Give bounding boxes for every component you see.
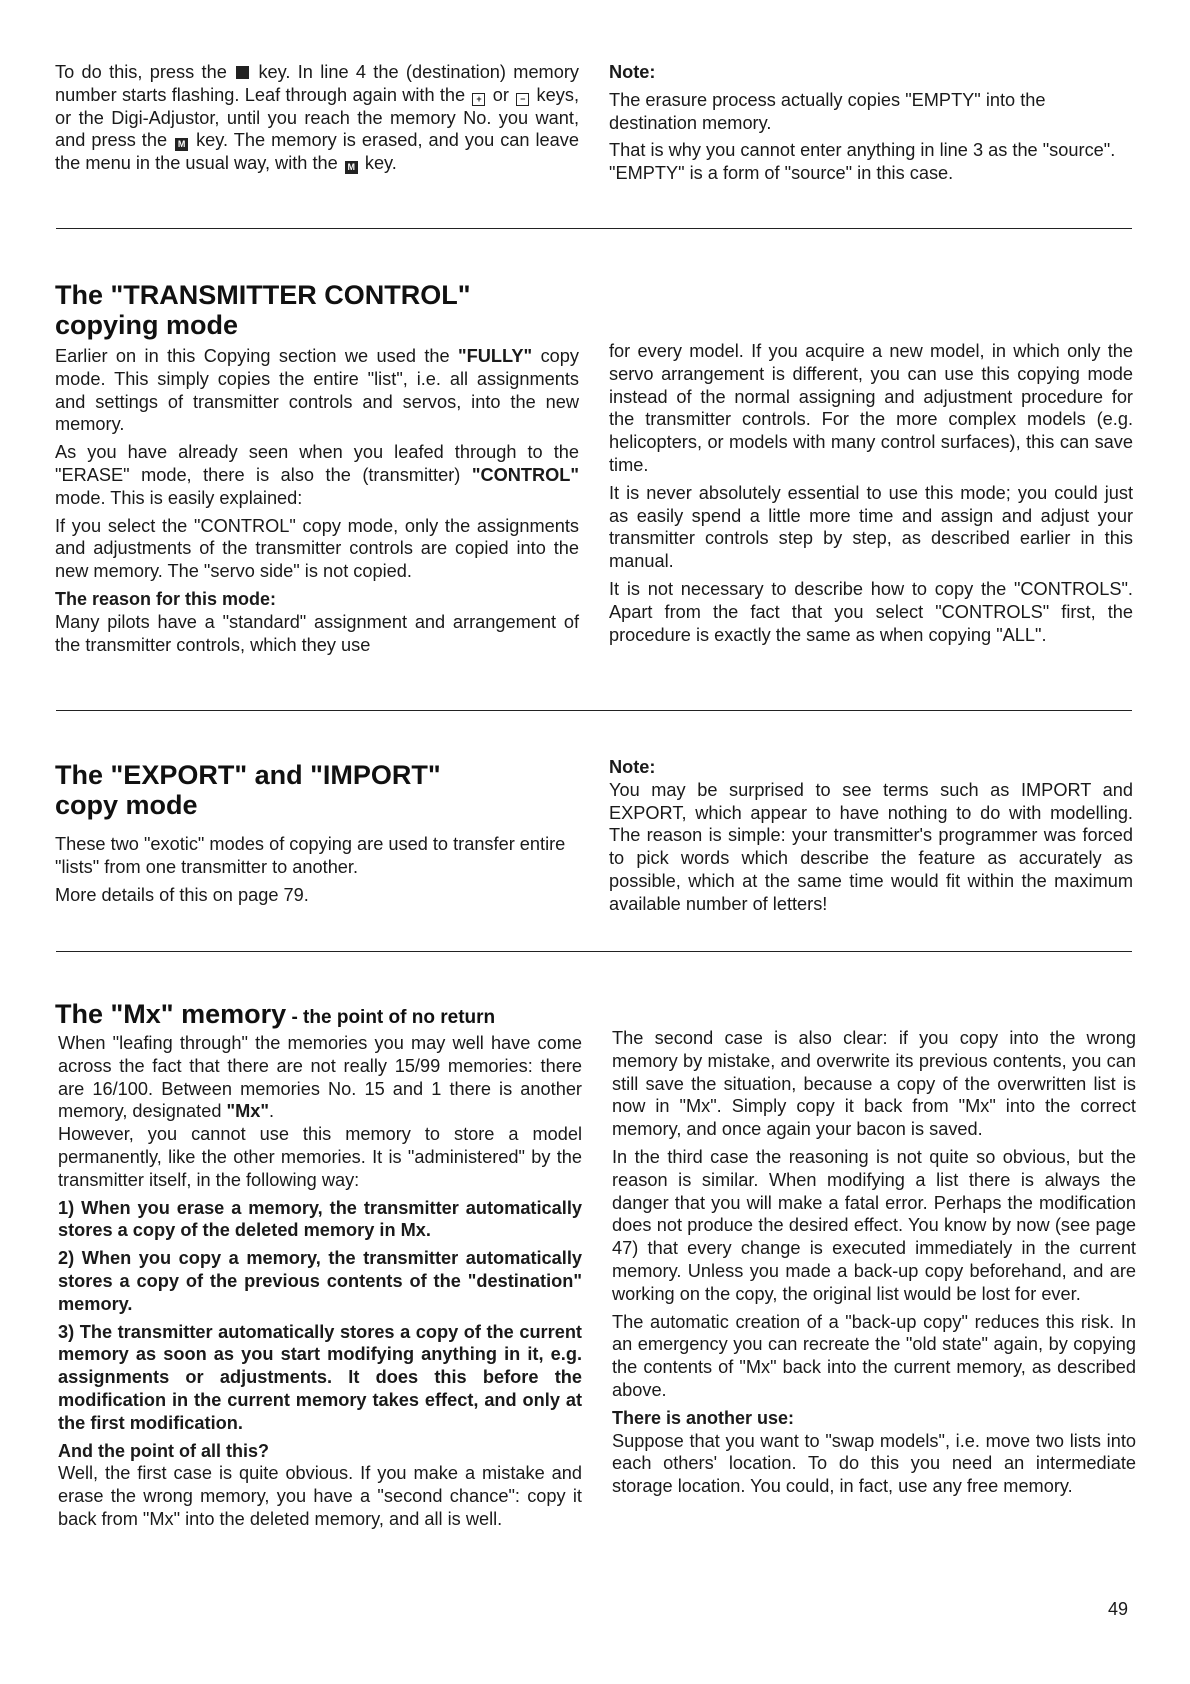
top-right-column	[609, 61, 1133, 190]
body-paragraph: More details of this on page 79.	[55, 884, 309, 905]
body-paragraph: If you select the "CONTROL" copy mode, only the assignments and adjustments of the transmitter controls are copied into the new memory. The "servo side" is not copied.	[55, 515, 579, 582]
export-heading	[55, 760, 615, 820]
control-right-column	[609, 340, 1133, 651]
body-paragraph: The automatic creation of a "back-up copy" reduces this risk. In an emergency you can recreate the "old state" again, by copying the contents of "Mx" back into the current memory, as described above.	[612, 1311, 1136, 1400]
export-left-column	[55, 833, 579, 911]
body-paragraph: It is never absolutely essential to use this mode; you could just as easily spend a little more time and assign and adjust your transmitter controls step by step, as described earlier in this manual.	[609, 482, 1133, 572]
note-paragraph: You may be surprised to see terms such as IMPORT and EXPORT, which appear to have nothing to do with modelling. The reason is simple: your transmitter's programmer was forced to pick words which describe the feature as accurately as possible, which at the same time would fit within the maximum available number of letters!	[609, 779, 1133, 914]
erase-instructions: To do this, press the key. In line 4 the (destination) memory number starts flashing. Leaf through again with the + or − keys, or the Digi-Adjustor, until you reach the memory No. you want, and press the M key. The memory is erased, and you can leave the menu in the usual way, with the M key.	[55, 62, 579, 174]
body-paragraph: When "leafing through" the memories you may well have come across the fact that there are not really 15/99 memories: there are 16/100. Between memories No. 15 and 1 there is another memory, designated "Mx".	[58, 1033, 582, 1122]
control-left-column	[55, 345, 579, 661]
m-key-icon: M	[175, 138, 188, 151]
body-paragraph: The second case is also clear: if you copy into the wrong memory by mistake, and overwrite its previous contents, you can still save the situation, because a copy of the overwritten list is now in "Mx". Simply copy it back from "Mx" into the correct memory, and once again your bacon is saved.	[612, 1028, 1136, 1140]
mx-left-column	[58, 1032, 582, 1536]
body-paragraph: In the third case the reasoning is not quite so obvious, but the reason is similar. When modifying a list there is always the danger that you will make a fatal error. Perhaps the modification does not produce the desired effect. You know by now (see page 47) that every change is executed immediately in the current memory. Unless you made a back-up copy beforehand, and are working on the copy, the original list would be lost for ever.	[612, 1146, 1136, 1304]
mx-heading	[55, 999, 655, 1033]
body-paragraph: As you have already seen when you leafed through to the "ERASE" mode, there is also the (transmitter) "CONTROL" mode. This is easily explained:	[55, 442, 579, 508]
section-heading: The "EXPORT" and "IMPORT"	[55, 760, 441, 790]
body-paragraph: Well, the first case is quite obvious. If you make a mistake and erase the wrong memory, you have a "second chance": copy it back from "Mx" into the deleted memory, and all is well.	[58, 1463, 582, 1529]
bold-list-item: 2) When you copy a memory, the transmitter automatically stores a copy of the previous contents of the "destination" memory.	[58, 1248, 582, 1314]
section-heading: copy mode	[55, 790, 198, 820]
top-left-column	[55, 61, 579, 180]
note-paragraph: That is why you cannot enter anything in line 3 as the "source". "EMPTY" is a form of "source" in this case.	[609, 140, 1116, 184]
body-paragraph: It is not necessary to describe how to copy the "CONTROLS". Apart from the fact that you select "CONTROLS" first, the procedure is exactly the same as when copying "ALL".	[609, 578, 1133, 645]
body-paragraph: However, you cannot use this memory to store a model permanently, like the other memories. It is "administered" by the transmitter itself, in the following way:	[58, 1124, 582, 1190]
m-key-icon: M	[345, 161, 358, 174]
note-label: Note:	[609, 62, 656, 82]
body-paragraph: Suppose that you want to "swap models", i.e. move two lists into each others' location. To do this you need an intermediate storage location. You could, in fact, use any free memory.	[612, 1430, 1136, 1497]
subheading: The reason for this mode:	[55, 588, 277, 609]
clear-key-icon	[236, 66, 249, 79]
control-heading	[55, 280, 615, 340]
body-paragraph: Earlier on in this Copying section we used the "FULLY" copy mode. This simply copies the entire "list", i.e. all assignments and settings of transmitter controls and servos, into the new memory.	[55, 346, 579, 435]
note-label: Note:	[609, 757, 656, 777]
subheading: There is another use:	[612, 1407, 795, 1428]
subheading: And the point of all this?	[58, 1440, 269, 1461]
note-paragraph: The erasure process actually copies "EMPTY" into the destination memory.	[609, 89, 1046, 133]
plus-key-icon: +	[472, 93, 485, 106]
export-right-column	[609, 756, 1133, 921]
section-heading: copying mode	[55, 310, 239, 340]
body-paragraph: for every model. If you acquire a new model, in which only the servo arrangement is different, you can use this copying mode instead of the normal assigning and adjustment procedure for the transmitter controls. For the more complex models (e.g. helicopters, or models with many control surfaces), this can save time.	[609, 341, 1133, 475]
bold-list-item: 3) The transmitter automatically stores a copy of the current memory as soon as you start modifying anything in it, e.g. assignments or adjustments. It does this before the modification in the current memory takes effect, and only at the first modification.	[58, 1321, 582, 1433]
body-paragraph: Many pilots have a "standard" assignment and arrangement of the transmitter controls, which they use	[55, 611, 579, 655]
minus-key-icon: −	[516, 93, 529, 106]
page-number: 49	[1107, 1599, 1128, 1619]
section-heading: The "TRANSMITTER CONTROL"	[55, 280, 471, 310]
section-divider	[56, 951, 1132, 952]
section-divider	[56, 228, 1132, 229]
bold-list-item: 1) When you erase a memory, the transmitter automatically stores a copy of the deleted memory in Mx.	[58, 1197, 582, 1241]
section-divider	[56, 710, 1132, 711]
section-heading: The "Mx" memory - the point of no return	[55, 999, 496, 1029]
mx-right-column	[612, 1027, 1136, 1503]
body-paragraph: These two "exotic" modes of copying are used to transfer entire "lists" from one transmitter to another.	[55, 834, 566, 877]
